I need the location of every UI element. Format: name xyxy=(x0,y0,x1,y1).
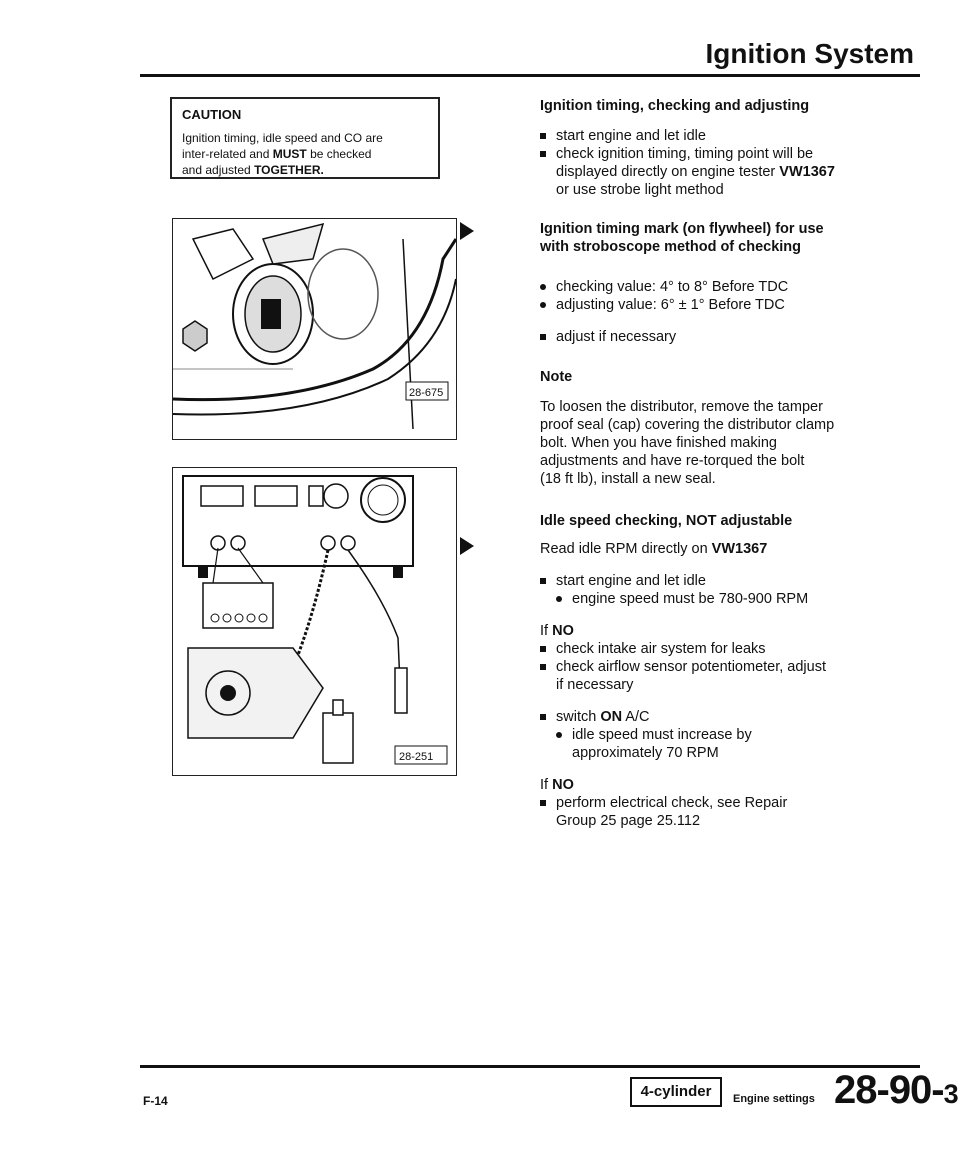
note-line: bolt. When you have finished making xyxy=(540,435,777,451)
figure-label: 28-251 xyxy=(399,751,434,763)
list-item: adjusting value: 6° ± 1° Before TDC xyxy=(540,296,880,314)
list-item: check ignition timing, timing point will be displayed directly on engine tester VW1367 or use strobe light method xyxy=(540,145,880,199)
section-note xyxy=(540,368,880,488)
section-ignition-timing xyxy=(540,97,880,199)
footer-page-ref: F-14 xyxy=(143,1094,168,1108)
note-line: To loosen the distributor, remove the tamper xyxy=(540,399,823,415)
if-no-line: If NO xyxy=(540,777,574,793)
list-item: switch ON A/C xyxy=(540,708,880,726)
note-line: (18 ft lb), install a new seal. xyxy=(540,471,716,487)
list-item: start engine and let idle xyxy=(540,572,880,590)
page-number: 28-90-3 xyxy=(834,1068,958,1112)
note-line: adjustments and have re-torqued the bolt xyxy=(540,453,805,469)
arrow-marker-icon xyxy=(460,537,474,555)
caution-line: Ignition timing, idle speed and CO are xyxy=(182,131,383,145)
square-bullet-icon xyxy=(540,151,546,157)
footer-section-label: Engine settings xyxy=(733,1093,815,1105)
square-bullet-icon xyxy=(540,133,546,139)
top-rule xyxy=(140,74,920,77)
list-item: idle speed must increase by approximately 70 RPM xyxy=(540,726,880,762)
list-item: checking value: 4° to 8° Before TDC xyxy=(540,278,880,296)
list-item: engine speed must be 780-900 RPM xyxy=(540,590,880,608)
caution-body xyxy=(182,130,428,178)
read-line: Read idle RPM directly on VW1367 xyxy=(540,541,768,557)
caution-line: inter-related and MUST be checked xyxy=(182,147,372,161)
dot-bullet-icon xyxy=(556,596,562,602)
square-bullet-icon xyxy=(540,646,546,652)
engine-type-badge: 4-cylinder xyxy=(630,1077,722,1107)
section-heading: Idle speed checking, NOT adjustable xyxy=(540,513,793,529)
list-item: check airflow sensor potentiometer, adjust if necessary xyxy=(540,658,880,694)
caution-line: and adjusted TOGETHER. xyxy=(182,163,324,177)
square-bullet-icon xyxy=(540,334,546,340)
figure-label: 28-675 xyxy=(409,387,444,399)
section-heading: Ignition timing, checking and adjusting xyxy=(540,98,810,114)
square-bullet-icon xyxy=(540,664,546,670)
list-item: check intake air system for leaks xyxy=(540,640,880,658)
note-heading: Note xyxy=(540,369,573,385)
list-item: perform electrical check, see Repair Group 25 page 25.112 xyxy=(540,794,880,830)
section-timing-mark xyxy=(540,220,880,346)
square-bullet-icon xyxy=(540,714,546,720)
dot-bullet-icon xyxy=(540,302,546,308)
dot-bullet-icon xyxy=(556,732,562,738)
engine-tester-figure xyxy=(172,467,457,776)
list-item: adjust if necessary xyxy=(540,328,880,346)
dot-bullet-icon xyxy=(540,284,546,290)
note-line: proof seal (cap) covering the distributor clamp xyxy=(540,417,835,433)
square-bullet-icon xyxy=(540,578,546,584)
caution-heading: CAUTION xyxy=(182,107,242,122)
section-idle-speed xyxy=(540,512,880,830)
caution-box xyxy=(170,97,440,179)
page-title: Ignition System xyxy=(705,38,914,69)
square-bullet-icon xyxy=(540,800,546,806)
if-no-line: If NO xyxy=(540,623,574,639)
arrow-marker-icon xyxy=(460,222,474,240)
flywheel-timing-figure xyxy=(172,218,457,440)
bottom-rule xyxy=(140,1065,920,1068)
section-heading: with stroboscope method of checking xyxy=(540,239,802,255)
list-item: start engine and let idle xyxy=(540,127,880,145)
section-heading: Ignition timing mark (on flywheel) for use xyxy=(540,221,824,237)
